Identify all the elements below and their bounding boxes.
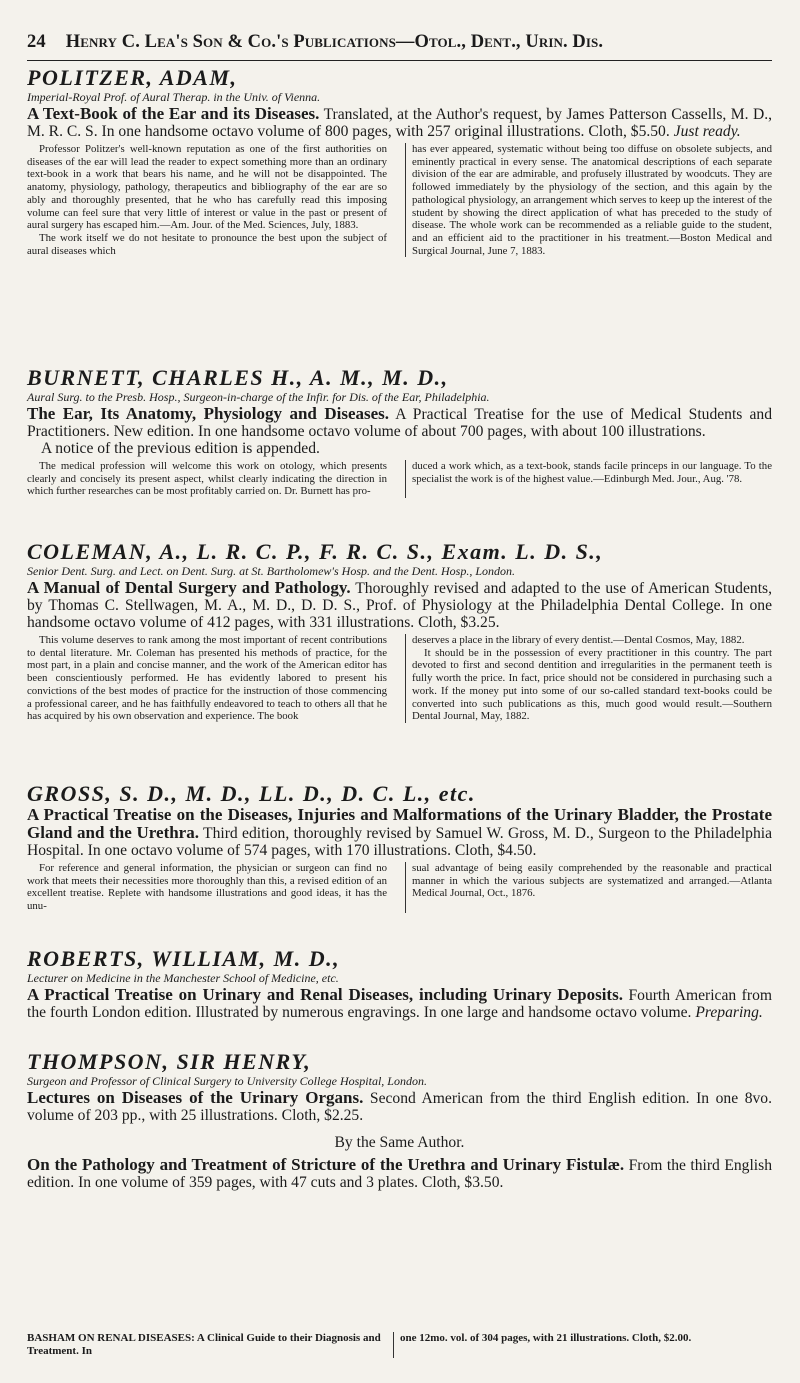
review-right: [405, 460, 772, 498]
book-details: Third edition, thoroughly revised by Samuel W. Gross, M. D., Surgeon to the Philadelphia Hospital. In one octavo volume of 574 pages, with 170 illustrations. Cloth, $4.50.: [27, 825, 772, 859]
running-header: [27, 32, 772, 61]
review-right: [405, 143, 772, 257]
book-details: From the third English edition. In one volume of 359 pages, with 47 cuts and 3 plates. Cloth, $3.50.: [27, 1157, 772, 1191]
author-name: THOMPSON, SIR HENRY,: [27, 1049, 312, 1074]
footer-notice: [27, 1332, 772, 1358]
review-text: For reference and general information, the physician or surgeon can find no work that meets their necessities more thoroughly than this, a revised edition of an excellent treatise. Replete with handsome illustrations and good ideas, it has the unu-: [27, 862, 387, 913]
review-left: [27, 862, 393, 913]
book-details: Translated, at the Author's request, by James Patterson Cassells, M. D., M. R. C. S. In one handsome octavo volume of 800 pages, with 257 original illustrations. Cloth, $5.50.: [27, 106, 772, 140]
review-text: has ever appeared, systematic without being too diffuse on obsolete subjects, and eminently practical in every sense. The anatomical descriptions of each separate division of the ear are admirable, and profusely illustrated by woodcuts. They are followed immediately by the physiology of the section, and this again by the pathological physiology, an arrangement which serves to keep up the interest of the student by showing the direct application of what has preceded to the study of disease. The whole work can be recommended as a reliable guide to the student, and an efficient aid to the practitioner in his treatment.—Boston Medical and Surgical Journal, June 7, 1883.: [412, 143, 772, 257]
review-columns: [27, 460, 772, 498]
entry-politzer: [27, 66, 772, 257]
publication-status: Preparing.: [695, 1004, 763, 1021]
entry-coleman: [27, 540, 772, 723]
book-details: Fourth American from the fourth London edition. Illustrated by numerous engravings. In one large and handsome octavo volume.: [27, 987, 772, 1021]
edition-notice: A notice of the previous edition is appended.: [41, 440, 320, 457]
review-columns: [27, 143, 772, 257]
review-text: deserves a place in the library of every dentist.—Dental Cosmos, May, 1882.: [412, 634, 745, 646]
book-title: Lectures on Diseases of the Urinary Organs.: [27, 1088, 364, 1107]
entry-gross: [27, 782, 772, 913]
book-description: [27, 1089, 772, 1124]
header-title: Henry C. Lea's Son & Co.'s Publications—Otol., Dent., Urin. Dis.: [65, 32, 604, 52]
review-columns: [27, 862, 772, 913]
review-columns: [27, 634, 772, 723]
author-credentials: Imperial-Royal Prof. of Aural Therap. in the Univ. of Vienna.: [27, 90, 321, 104]
publication-status: Just ready.: [673, 123, 741, 140]
book-title: A Practical Treatise on the Diseases, Injuries and Malformations of the Urinary Bladder, the Prostate Gland and the Urethra.: [27, 805, 772, 842]
entry-burnett: [27, 366, 772, 498]
author-credentials: Surgeon and Professor of Clinical Surgery to University College Hospital, London.: [27, 1074, 427, 1088]
footer-left: BASHAM ON RENAL DISEASES: A Clinical Guide to their Diagnosis and Treatment. In: [27, 1332, 381, 1357]
page-number: 24: [27, 32, 46, 52]
book-description: [27, 405, 772, 440]
review-text: Professor Politzer's well-known reputation as one of the first authorities on diseases of the ear will lead the reader to expect something more than an ordinary text-book in a work that bears his name, and he will not be disappointed. The anatomy, physiology, pathology, therapeutics and bibliography of the ear are so ably and thoroughly presented, that he who has carefully read this imposing volume can feel sure that very little of interest or value in the past or present of aural surgery has escaped him.—Am. Jour. of the Med. Sciences, July, 1883.: [27, 143, 387, 232]
review-left: [27, 634, 393, 723]
book-description: [27, 105, 772, 140]
review-text: The work itself we do not hesitate to pronounce the best upon the subject of aural diseases which: [27, 231, 387, 257]
review-text: The medical profession will welcome this work on otology, which presents clearly and concisely its present aspect, whilst clearly indicating the direction in which further researches can be most profitably carried on. Dr. Burnett has pro-: [27, 460, 387, 498]
review-right: [405, 862, 772, 913]
book-title: The Ear, Its Anatomy, Physiology and Diseases.: [27, 404, 390, 423]
book-title: A Manual of Dental Surgery and Pathology.: [27, 578, 351, 597]
book-title: A Practical Treatise on Urinary and Renal Diseases, including Urinary Deposits.: [27, 985, 623, 1004]
book-description: [27, 806, 772, 859]
author-credentials: Aural Surg. to the Presb. Hosp., Surgeon-in-charge of the Infir. for Dis. of the Ear, Philadelphia.: [27, 390, 490, 404]
review-left: [27, 460, 393, 498]
author-name: POLITZER, ADAM,: [27, 65, 238, 90]
review-text: It should be in the possession of every practitioner in this country. The part devoted to first and second dentition and irregularities in the permanent teeth is fully worth the price. In fact, price should not be considered in purchasing such a work. If the money put into some of our so-called standard text-books could be converted into such publications as this, much good would result.—Southern Dental Journal, May, 1882.: [412, 646, 772, 723]
review-left: [27, 143, 393, 257]
author-credentials: Senior Dent. Surg. and Lect. on Dent. Surg. at St. Bartholomew's Hosp. and the Dent. Hosp., London.: [27, 564, 515, 578]
book-description: [27, 1156, 772, 1191]
author-name: COLEMAN, A., L. R. C. P., F. R. C. S., Exam. L. D. S.,: [27, 539, 604, 564]
book-title: A Text-Book of the Ear and its Diseases.: [27, 104, 320, 123]
entry-roberts: [27, 947, 772, 1021]
review-text: duced a work which, as a text-book, stands facile princeps in our language. To the specialist the work is of the highest value.—Edinburgh Med. Jour., Aug. '78.: [412, 460, 772, 485]
same-author-heading: By the Same Author.: [334, 1134, 465, 1151]
book-title: On the Pathology and Treatment of Stricture of the Urethra and Urinary Fistulæ.: [27, 1155, 625, 1174]
review-text: This volume deserves to rank among the most important of recent contributions to dental literature. Mr. Coleman has presented his methods of practice, for the most part, in a plain and concise manner, and the work of the American editor has been conscientiously performed. He has evidently labored to present his convictions of the best modes of practice for the instruction of those commencing a professional career, and he has faithfully endeavored to teach to others all that he has acquired by his own observation and experience. The book: [27, 634, 387, 723]
entry-thompson: [27, 1050, 772, 1191]
book-details: A Practical Treatise for the use of Medical Students and Practitioners. New edition. In one handsome octavo volume of about 700 pages, with about 100 illustrations.: [27, 406, 772, 440]
author-credentials: Lecturer on Medicine in the Manchester School of Medicine, etc.: [27, 971, 339, 985]
author-name: ROBERTS, WILLIAM, M. D.,: [27, 946, 341, 971]
book-description: [27, 579, 772, 631]
review-text: sual advantage of being easily comprehended by the reasonable and practical manner in which the various subjects are systematized and arranged.—Atlanta Medical Journal, Oct., 1876.: [412, 862, 772, 900]
footer-right: one 12mo. vol. of 304 pages, with 21 illustrations. Cloth, $2.00.: [393, 1332, 760, 1358]
book-details: Thoroughly revised and adapted to the use of American Students, by Thomas C. Stellwagen, M. A., M. D., D. D. S., Prof. of Physiology at the Philadelphia Dental College. In one handsome octavo volume of 412 pages, with 331 illustrations. Cloth, $3.25.: [27, 580, 772, 631]
book-description: [27, 986, 772, 1021]
author-name: GROSS, S. D., M. D., LL. D., D. C. L., etc.: [27, 781, 476, 806]
author-name: BURNETT, CHARLES H., A. M., M. D.,: [27, 365, 449, 390]
review-right: [405, 634, 772, 723]
book-details: Second American from the third English edition. In one 8vo. volume of 203 pp., with 25 illustrations. Cloth, $2.25.: [27, 1090, 773, 1124]
